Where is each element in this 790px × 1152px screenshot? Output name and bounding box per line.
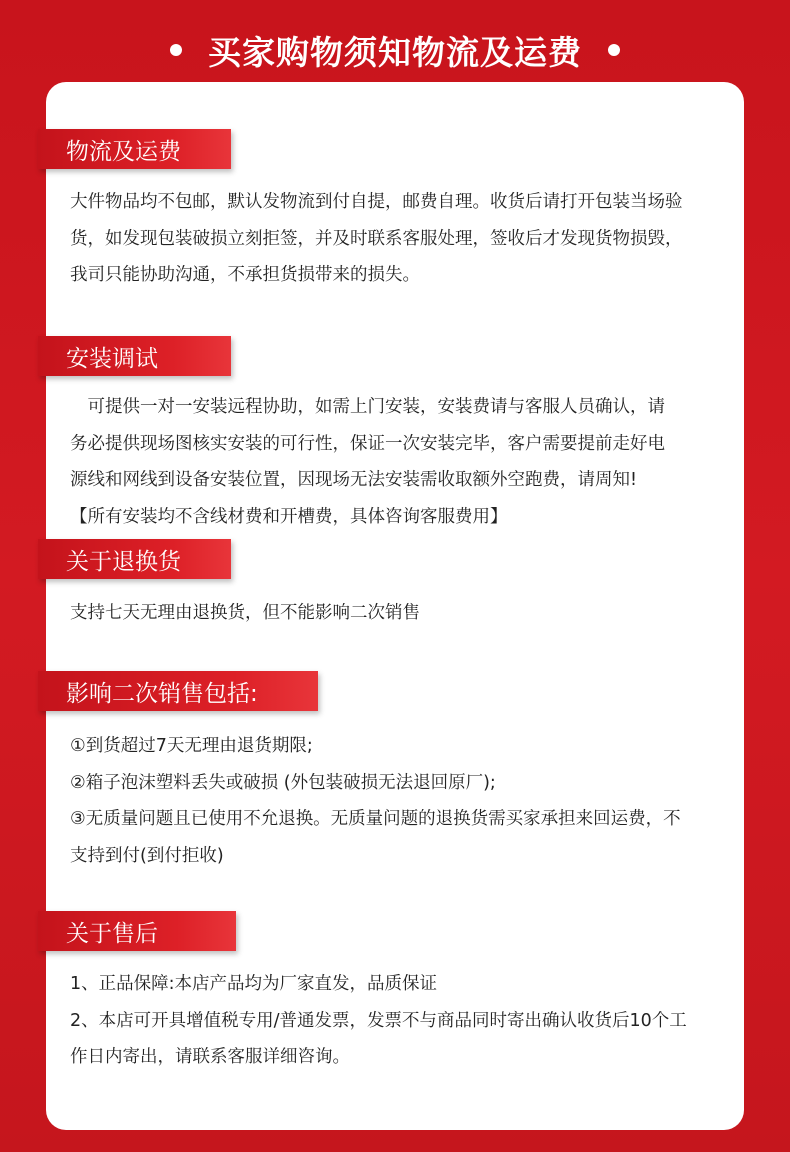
- text-line: 货，如发现包装破损立刻拒签，并及时联系客服处理，签收后才发现货物损毁，: [70, 228, 683, 249]
- right-dot-icon: [608, 44, 620, 56]
- section-heading-installation: 安装调试: [38, 336, 231, 376]
- section-heading-shipping: 物流及运费: [38, 129, 231, 169]
- page-title: 买家购物须知物流及运费: [208, 32, 582, 72]
- text-line: 支持七天无理由退换货，但不能影响二次销售: [70, 603, 420, 623]
- section-body-resale-conditions: [70, 728, 730, 874]
- text-line: 1、正品保障:本店产品均为厂家直发，品质保证: [70, 974, 438, 994]
- text-line: 可提供一对一安装远程协助，如需上门安装，安装费请与客服人员确认，请: [70, 397, 665, 417]
- text-line: ①到货超过7天无理由退货期限;: [70, 736, 313, 756]
- text-line: 务必提供现场图核实安装的可行性，保证一次安装完毕，客户需要提前走好电: [70, 433, 665, 454]
- text-line: 我司只能协助沟通，不承担货损带来的损失。: [70, 265, 420, 285]
- text-line: 【所有安装均不含线材费和开槽费，具体咨询客服费用】: [70, 506, 508, 527]
- text-line: 源线和网线到设备安装位置，因现场无法安装需收取额外空跑费，请周知!: [70, 470, 638, 490]
- section-body-returns: [70, 595, 730, 632]
- text-line: 作日内寄出，请联系客服详细咨询。: [70, 1047, 350, 1067]
- text-line: 大件物品均不包邮，默认发物流到付自提，邮费自理。收货后请打开包装当场验: [70, 192, 683, 212]
- section-heading-resale-conditions: 影响二次销售包括:: [38, 671, 318, 711]
- text-line: 支持到付(到付拒收): [70, 845, 224, 866]
- section-heading-after-sales: 关于售后: [38, 911, 236, 951]
- left-dot-icon: [170, 44, 182, 56]
- section-body-shipping: [70, 184, 730, 294]
- text-line: 2、本店可开具增值税专用/普通发票，发票不与商品同时寄出确认收货后10个工: [70, 1010, 687, 1031]
- section-body-after-sales: [70, 966, 730, 1076]
- text-line: ③无质量问题且已使用不允退换。无质量问题的退换货需买家承担来回运费，不: [70, 809, 681, 829]
- text-line: ②箱子泡沫塑料丢失或破损 (外包装破损无法退回原厂);: [70, 772, 496, 793]
- header-banner: [0, 20, 790, 80]
- section-heading-returns: 关于退换货: [38, 539, 231, 579]
- section-body-installation: [70, 389, 730, 535]
